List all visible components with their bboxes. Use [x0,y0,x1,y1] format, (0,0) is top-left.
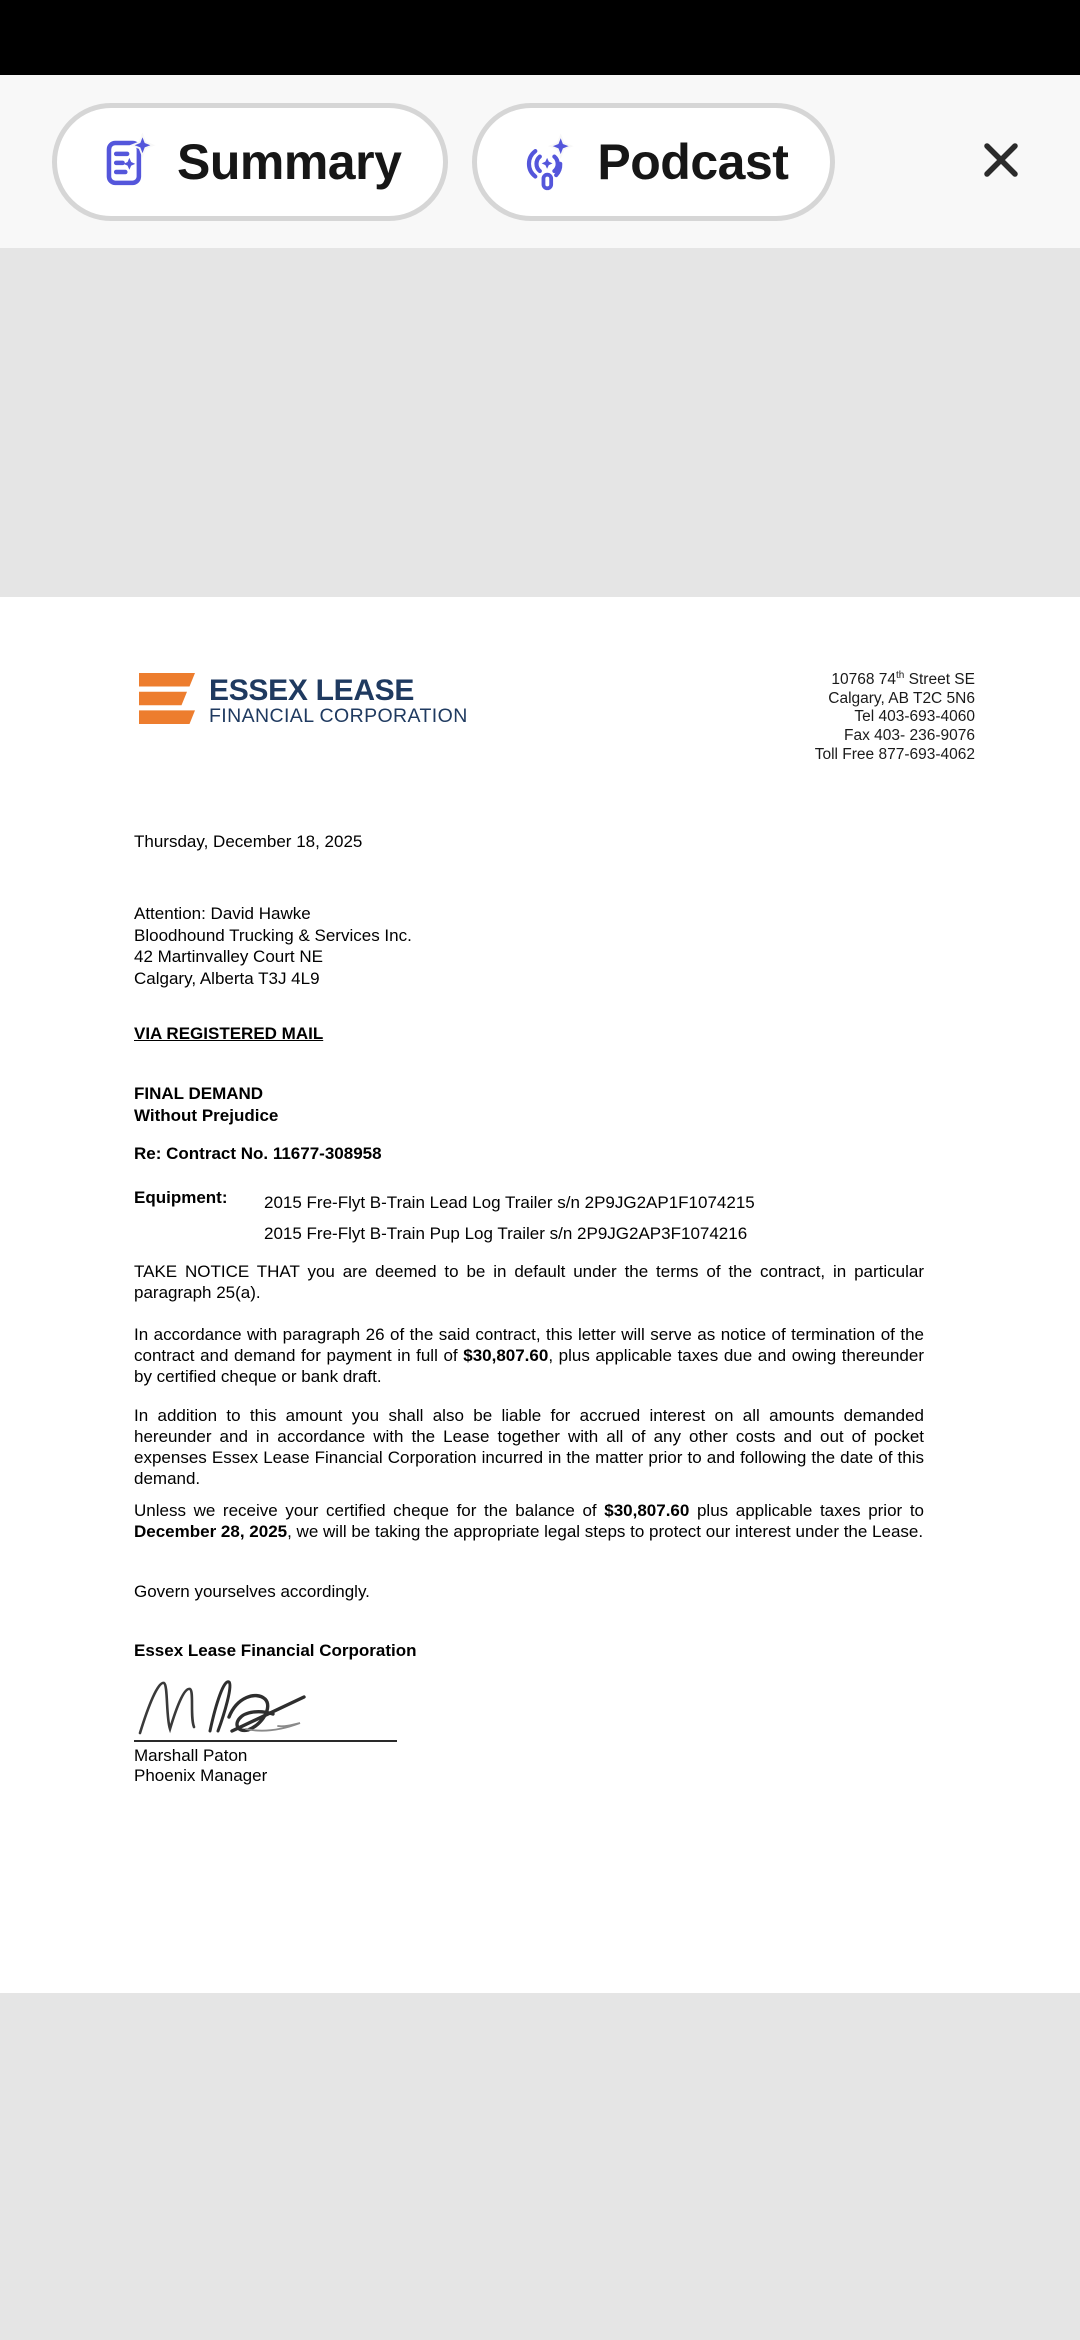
summary-doc-sparkle-icon [99,133,157,191]
delivery-method: VIA REGISTERED MAIL [134,1024,324,1043]
document-viewer[interactable] [0,248,1080,2340]
signature-block [134,1673,434,1786]
paragraph-deadline: Unless we receive your certified cheque for the balance of $30,807.60 plus applicable taxes prior to December 28, 2025, we will be taking the appropriate legal steps to protect our interest under the Lease. [134,1501,924,1541]
reference-line: Re: Contract No. 11677-308958 [134,1144,382,1163]
recipient-company: Bloodhound Trucking & Services Inc. [134,925,412,945]
closing-line: Govern yourselves accordingly. [134,1582,370,1601]
document-page [0,597,1080,1993]
equipment-items [264,1187,755,1249]
company-subtitle: FINANCIAL CORPORATION [209,705,468,727]
address-line-4: Fax 403- 236-9076 [844,726,975,744]
address-line-3: Tel 403-693-4060 [854,708,975,726]
signer-title: Phoenix Manager [134,1766,268,1785]
status-bar [0,0,1080,75]
letter [0,597,1080,1993]
recipient-block [134,903,412,989]
letter-date: Thursday, December 18, 2025 [134,832,363,851]
recipient-city: Calgary, Alberta T3J 4L9 [134,968,320,988]
address-line-5: Toll Free 877-693-4062 [814,745,975,763]
deadline-date: December 28, 2025 [134,1522,288,1541]
recipient-street: 42 Martinvalley Court NE [134,947,323,966]
toolbar [0,75,1080,248]
equipment-item-2: 2015 Fre-Flyt B-Train Pup Log Trailer s/n 2P9JG2AP3F1074216 [264,1224,748,1243]
signoff-company: Essex Lease Financial Corporation [134,1641,417,1660]
summary-button[interactable] [52,103,448,221]
podcast-broadcast-icon [519,133,577,191]
equipment-item-1: 2015 Fre-Flyt B-Train Lead Log Trailer s/n 2P9JG2AP1F1074215 [264,1193,755,1212]
paragraph-interest: In addition to this amount you shall also be liable for accrued interest on all amounts demanded hereunder and in accordance with the Lease together with all of any other costs and out of pocket expenses Essex Lease Financial Corporation incurred in the matter prior to and following the date of this demand. [134,1406,924,1488]
summary-button-label: Summary [177,133,402,190]
company-logo-mark [137,673,195,729]
subject-final-demand: FINAL DEMAND [134,1084,264,1103]
subject-block [134,1083,278,1127]
address-line-1: 10768 74th Street SE [831,670,975,689]
signer-name: Marshall Paton [134,1746,248,1765]
letterhead-address [815,667,975,764]
address-line-2: Calgary, AB T2C 5N6 [828,689,975,707]
podcast-button[interactable] [472,103,835,221]
close-icon [978,171,1024,186]
paragraph-take-notice: TAKE NOTICE THAT you are deemed to be in default under the terms of the contract, in particular paragraph 25(a). [134,1262,924,1302]
company-logo-text [209,676,468,726]
signature [134,1724,404,1743]
podcast-button-label: Podcast [597,133,789,190]
equipment-block [134,1187,934,1249]
close-button[interactable] [968,127,1034,196]
company-logo [137,673,468,729]
recipient-attention: Attention: David Hawke [134,904,311,923]
equipment-label: Equipment: [134,1188,228,1207]
balance-amount: $30,807.60 [604,1501,690,1520]
demand-amount: $30,807.60 [463,1346,549,1365]
paragraph-termination: In accordance with paragraph 26 of the said contract, this letter will serve as notice of termination of the contract and demand for payment in full of $30,807.60, plus applicable taxes due and owing thereunder by certified cheque or bank draft. [134,1325,924,1386]
subject-without-prejudice: Without Prejudice [134,1106,279,1125]
company-name: ESSEX LEASE [209,674,415,707]
